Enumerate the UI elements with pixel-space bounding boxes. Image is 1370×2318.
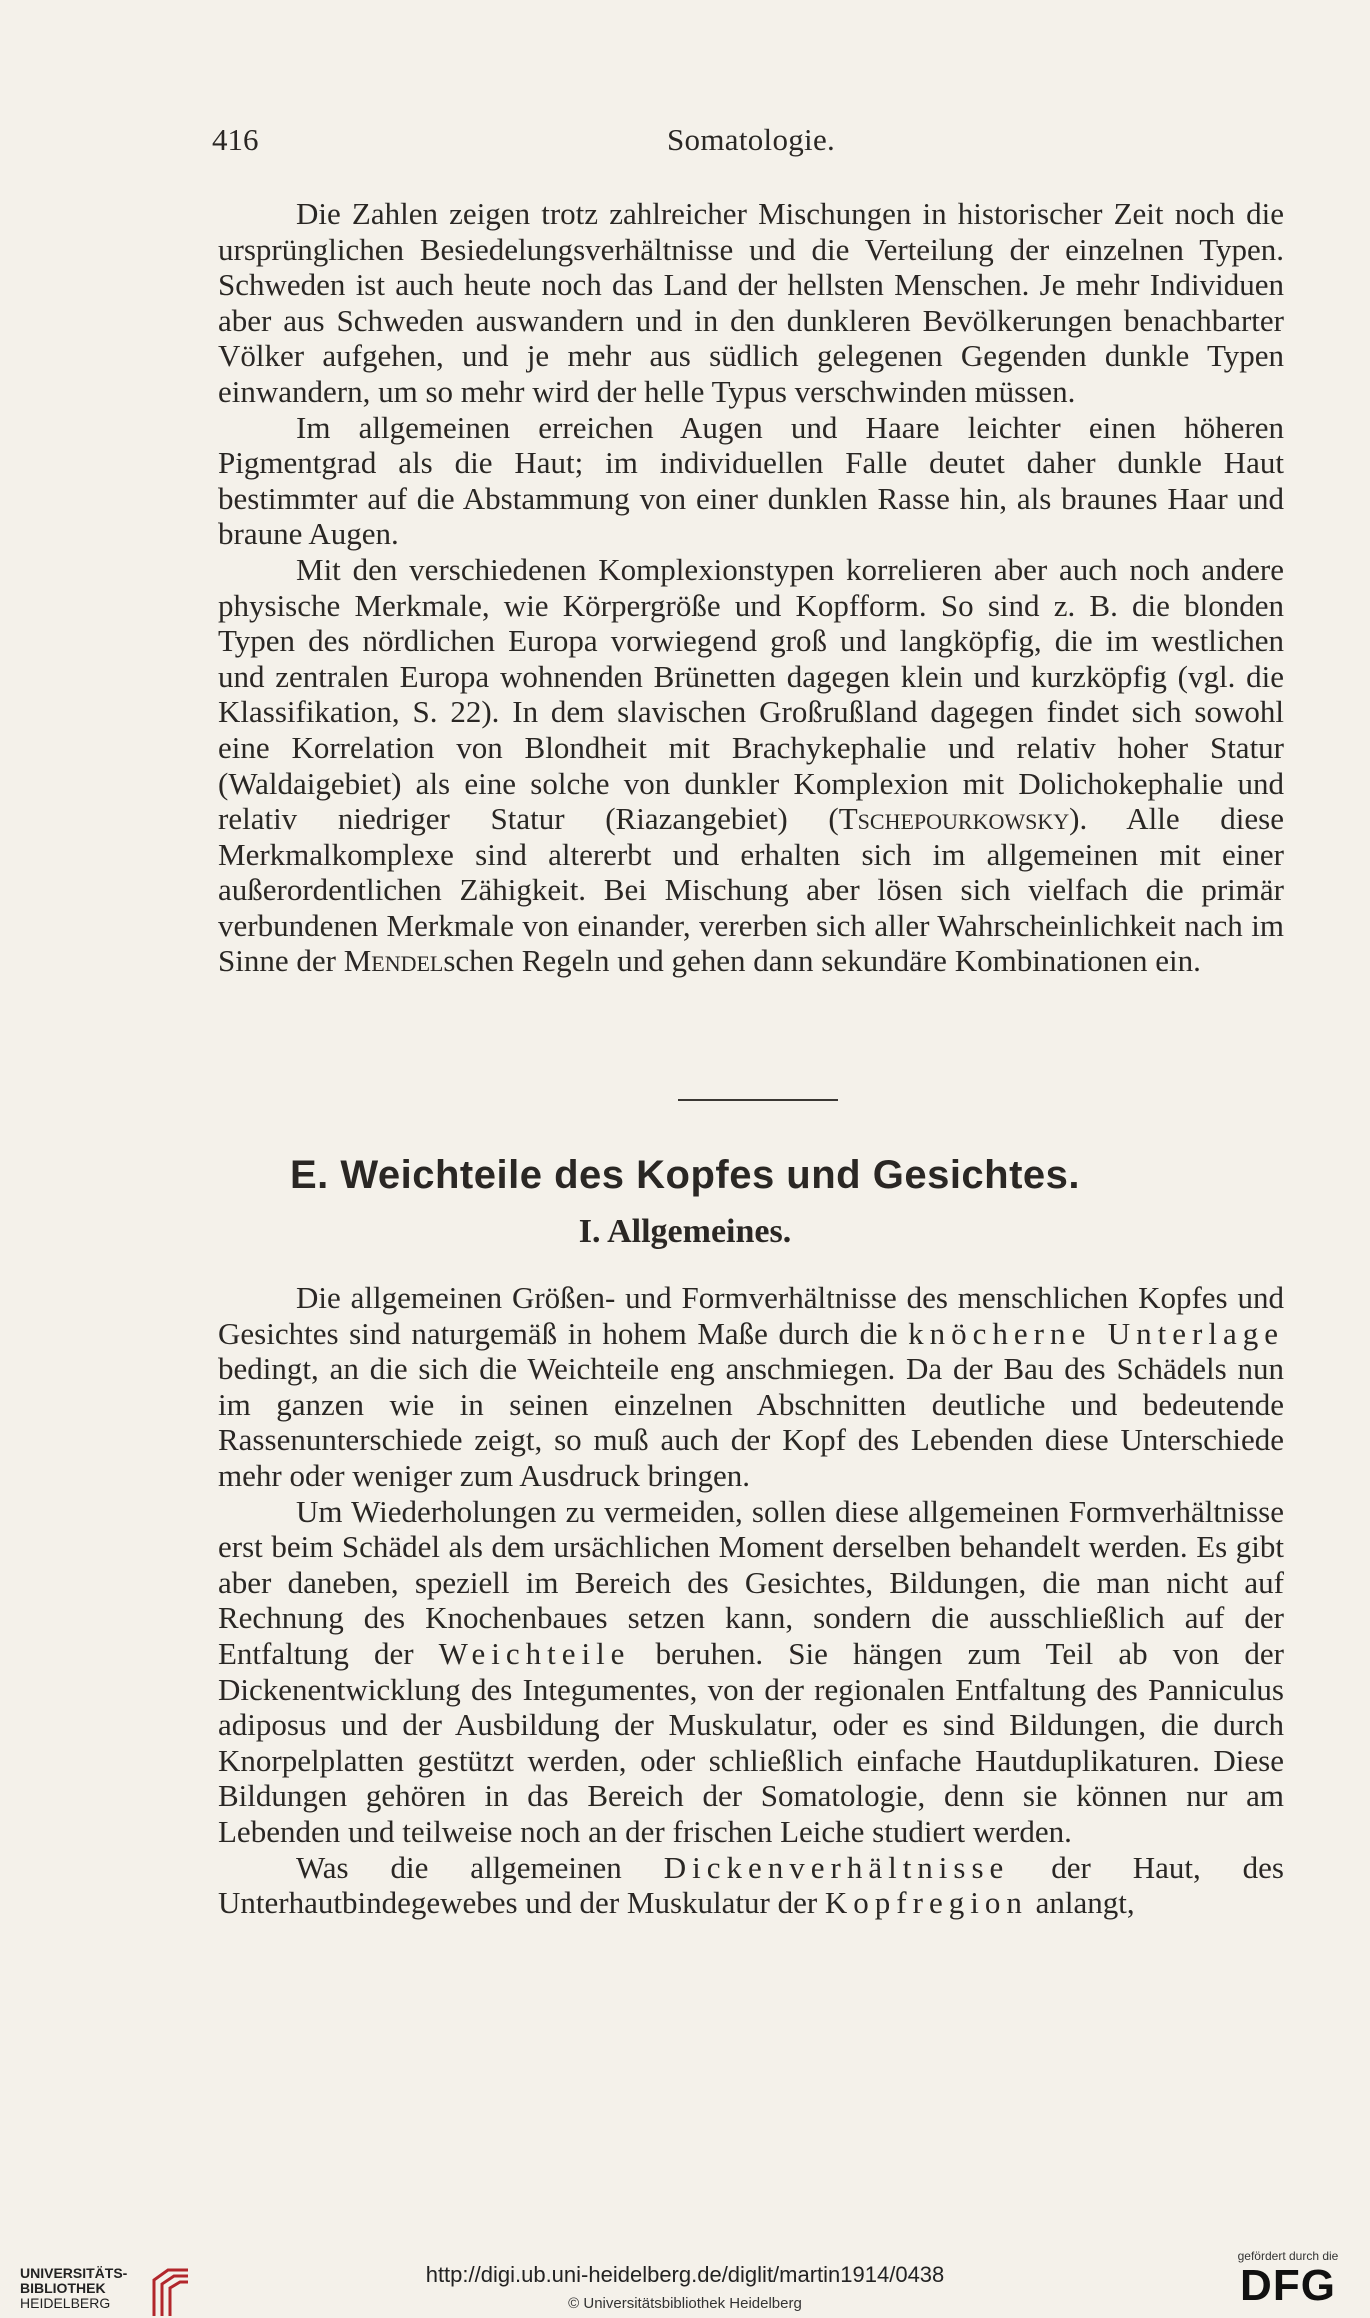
text-run: Was die allgemeinen <box>296 1849 664 1885</box>
page-number: 416 <box>212 122 259 157</box>
spaced-emphasis: Dickenverhältnisse <box>663 1849 1010 1885</box>
spaced-emphasis: knöcherne Unterlage <box>908 1315 1285 1351</box>
body-text-lower <box>218 1280 1284 1921</box>
text-run: schen Regeln und gehen dann sekundäre Kombinationen ein. <box>443 943 1201 979</box>
footer <box>0 2249 1370 2318</box>
author-name: Mendel <box>343 943 444 979</box>
paragraph: Die Zahlen zeigen trotz zahlreicher Mischungen in historischer Zeit noch die ursprünglichen Besiedelungsverhältnisse und die Verteilung der einzelnen Typen. Schweden ist auch heute noch das Land der hellsten Menschen. Je mehr Individuen aber aus Schweden auswandern und in den dunkleren Bevölkerungen benachbarter Völker aufgehen, und je mehr aus südlich gelegenen Gegenden dunkle Typen einwandern, um so mehr wird der helle Typus verschwinden müssen. <box>218 196 1284 409</box>
page-header <box>212 118 1282 162</box>
paragraph: Im allgemeinen erreichen Augen und Haare leichter einen höheren Pigmentgrad als die Haut; im individuellen Falle deutet daher dunkle Haut bestimmter auf die Abstammung von einer dunklen Rasse hin, als braunes Haar und braune Augen. <box>218 409 1284 552</box>
paragraph <box>218 552 1284 979</box>
library-name-line: BIBLIOTHEK <box>20 2280 106 2296</box>
sponsor <box>1218 2248 1358 2308</box>
section-separator <box>678 1099 838 1101</box>
sponsor-label: gefördert durch die <box>1237 2249 1339 2263</box>
spaced-emphasis: Kopfregion <box>824 1885 1028 1921</box>
dfg-logo[interactable]: DFG <box>1240 2261 1336 2310</box>
text-run: beruhen. Sie hängen zum Teil ab von der Dickenentwicklung des Integumentes, von der regionalen Entfaltung des Panniculus adiposus und der Ausbildung der Muskulatur, oder es sind Bildungen, die durch Knorpelplatten gestützt werden, oder schließlich einfache Hautduplikaturen. Diese Bildungen gehören in das Bereich der Somatologie, denn sie können nur am Lebenden und teilweise noch an der frischen Leiche studiert werden. <box>218 1635 1284 1849</box>
text-run: anlangt, <box>1027 1885 1135 1921</box>
body-text-upper <box>218 196 1284 979</box>
copyright-notice: © Universitätsbibliothek Heidelberg <box>568 2295 802 2312</box>
paragraph <box>218 1494 1284 1850</box>
text-run: der Haut, des Unterhautbindegewebes und der Muskulatur der <box>218 1849 1284 1921</box>
text-run: Um Wiederholungen zu vermeiden, sollen diese allgemeinen Formverhältnisse erst beim Schädel als dem ursächlichen Moment derselben behandelt werden. Es gibt aber daneben, speziell im Bereich des Gesichtes, Bildungen, die man nicht auf Rechnung des Knochenbaues setzen kann, sondern die ausschließlich auf der Entfaltung der <box>218 1493 1284 1671</box>
text-run: Die allgemeinen Größen- und Formverhältnisse des menschlichen Kopfes und Gesichtes sind naturgemäß in hohem Maße durch die <box>218 1280 1284 1351</box>
text-run: bedingt, an die sich die Weichteile eng anschmiegen. Da der Bau des Schädels nun im ganzen wie in seinen einzelnen Abschnitten deutliche und bedeutende Rassenunterschiede zeigt, so muß auch der Kopf des Lebenden diese Unterschiede mehr oder weniger zum Ausdruck bringen. <box>218 1351 1284 1493</box>
library-name-line: UNIVERSITÄTS- <box>20 2265 128 2281</box>
document-url-link[interactable]: http://digi.ub.uni-heidelberg.de/diglit/martin1914/0438 <box>425 2262 945 2287</box>
library-name-line: HEIDELBERG <box>20 2295 111 2311</box>
paragraph <box>218 1850 1284 1921</box>
spaced-emphasis: Weichteile <box>438 1635 631 1671</box>
author-name: Tschepourkowsky <box>838 801 1070 837</box>
text-run: ). Alle diese Merkmalkomplexe sind altererbt und erhalten sich im allgemeinen mit einer außerordentlichen Zähigkeit. Bei Mischung aber lösen sich vielfach die primär verbundenen Merkmale von einander, vererben sich aller Wahrscheinlichkeit nach im Sinne der <box>218 801 1284 979</box>
running-head: Somatologie. <box>667 122 836 157</box>
subsection-heading: I. Allgemeines. <box>578 1213 792 1250</box>
paragraph <box>218 1280 1284 1494</box>
text-run: Mit den verschiedenen Komplexionstypen korrelieren aber auch noch andere physische Merkmale, wie Körpergröße und Kopfform. So sind z. B. die blonden Typen des nördlichen Europa vorwiegend groß und langköpfig, die im westlichen und zentralen Europa wohnenden Brünetten dagegen klein und kurzköpfig (vgl. die Klassifikation, S. 22). In dem slavischen Großrußland dagegen findet sich sowohl eine Korrelation von Blondheit mit Brachykephalie und relativ hoher Statur (Waldaigebiet) als eine solche von dunkler Komplexion mit Dolichokephalie und relativ niedriger Statur (Riazangebiet) ( <box>218 551 1284 837</box>
section-heading: E. Weichteile des Kopfes und Gesichtes. <box>289 1153 1081 1197</box>
